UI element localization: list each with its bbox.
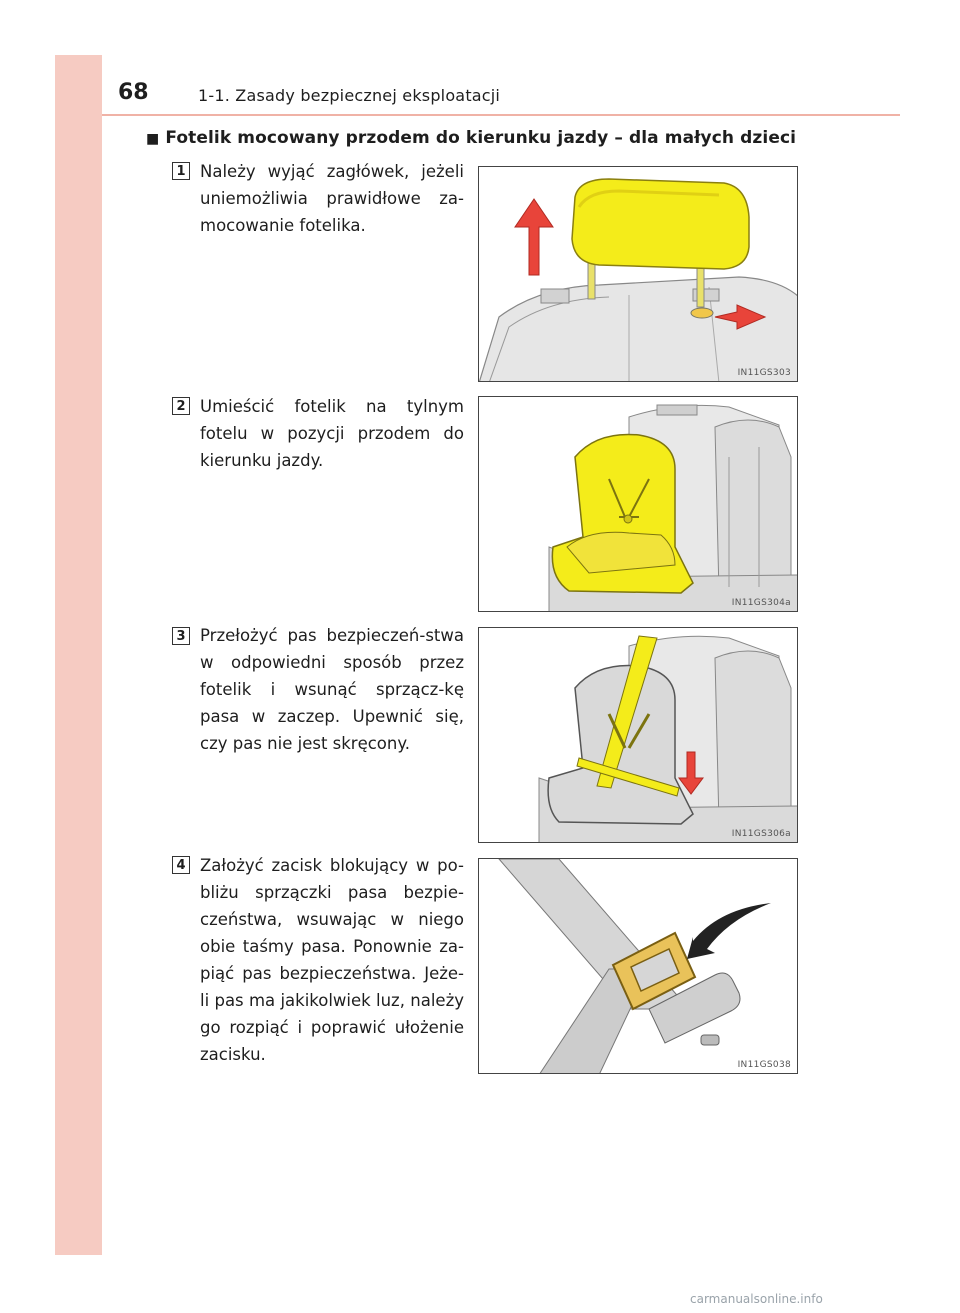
figure-route-belt	[478, 627, 798, 843]
section-title: Fotelik mocowany przodem do kierunku jazdy – dla małych dzieci	[165, 128, 797, 148]
step-4-text: Założyć zacisk blokujący w po-bliżu sprzączki pasa bezpie-czeństwa, wsuwając w niego obie taśmy pasa. Ponownie za-piąć pas bezpieczeństwa. Jeże-li pas ma jakikolwiek luz, należy go rozpiąć i poprawić ułożenie zacisku.	[200, 856, 464, 1064]
figure-locking-clip	[478, 858, 798, 1074]
figure-code: IN11GS304a	[731, 598, 791, 608]
figure-remove-headrest	[478, 166, 798, 382]
footer-watermark[interactable]: carmanualsonline.info	[690, 1292, 823, 1306]
header-rule	[102, 114, 900, 116]
step-3-badge: 3	[172, 627, 190, 645]
figure-seat-placement	[478, 396, 798, 612]
step-2-text: Umieścić fotelik na tylnym fotelu w pozycji przodem do kierunku jazdy.	[200, 397, 464, 470]
running-title: 1-1. Zasady bezpiecznej eksploatacji	[198, 86, 501, 105]
step-4-badge: 4	[172, 856, 190, 874]
page-number: 68	[118, 80, 149, 105]
step-2-badge: 2	[172, 397, 190, 415]
step-3-text: Przełożyć pas bezpieczeń-stwa w odpowiedni sposób przez fotelik i wsunąć sprzącz-kę pasa w zaczep. Upewnić się, czy pas nie jest skręcony.	[200, 626, 464, 753]
figure-code: IN11GS038	[737, 1060, 791, 1070]
figure-code: IN11GS303	[737, 368, 791, 378]
step-1-badge: 1	[172, 162, 190, 180]
page-margin-tab	[55, 55, 102, 1255]
section-bullet: ■	[146, 131, 160, 147]
figure-code: IN11GS306a	[731, 829, 791, 839]
step-1-text: Należy wyjąć zagłówek, jeżeli uniemożliwia prawidłowe za-mocowanie fotelika.	[200, 162, 464, 235]
section-heading	[146, 128, 796, 148]
